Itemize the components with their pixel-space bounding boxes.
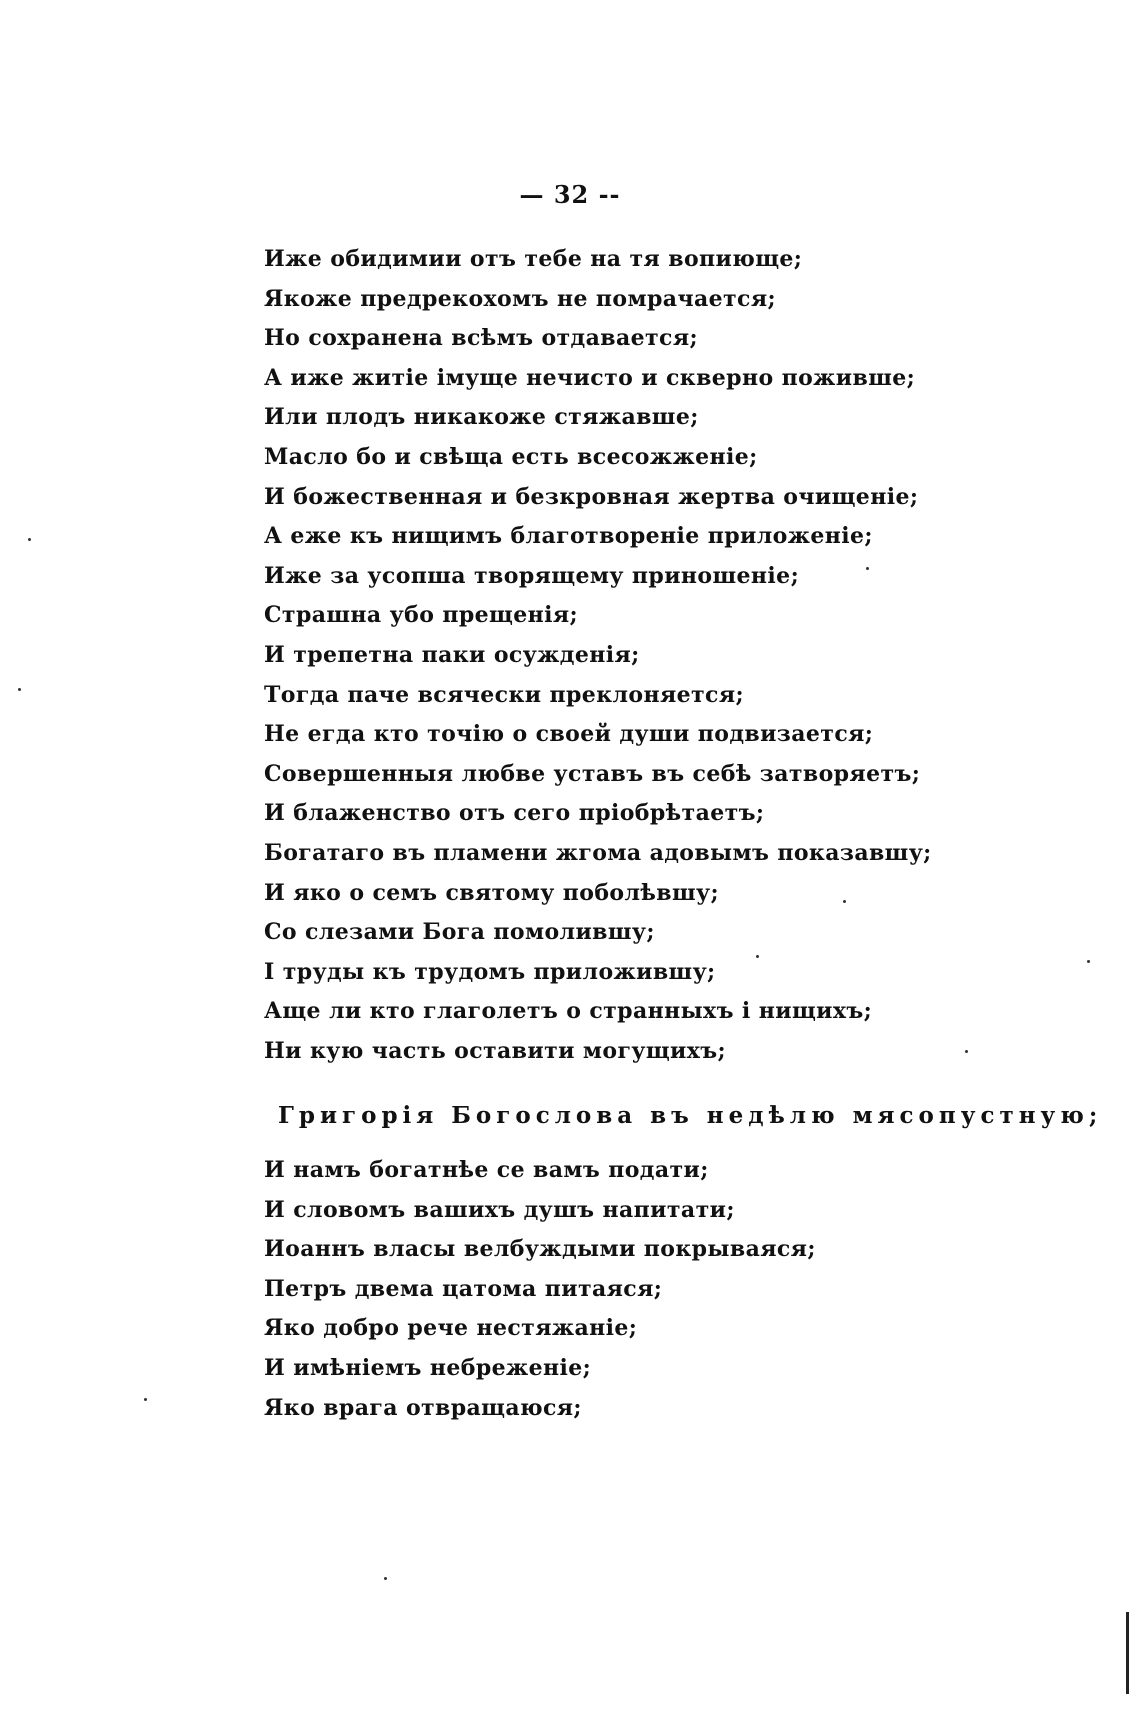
verse-line: Со слезами Бога помолившу;	[264, 919, 655, 946]
verse-line: И яко о семъ святому поболѣвшу;	[264, 879, 720, 906]
verse-line: Ни кую часть оставити могущихъ;	[264, 1037, 727, 1064]
verse-line: Иже за усопша творящему приношеніе;	[264, 562, 800, 589]
verse-line: И словомъ вашихъ душъ напитати;	[264, 1196, 735, 1223]
verse-line: Масло бо и свѣща есть всесожженіе;	[264, 443, 758, 470]
scan-edge-mark	[1126, 1612, 1129, 1694]
verse-line: А иже житіе імуще нечисто и скверно поживше;	[264, 364, 916, 391]
verse-line: И трепетна паки осужденія;	[264, 641, 640, 668]
verse-line: Яко врага отвращаюся;	[264, 1394, 582, 1421]
verse-line: Богатаго въ пламени жгома адовымъ показавшу;	[264, 839, 932, 866]
verse-line: Или плодъ никакоже стяжавше;	[264, 404, 699, 431]
verse-block-1	[264, 240, 1064, 1071]
verse-line: И божественная и безкровная жертва очищеніе;	[264, 483, 919, 510]
scan-speck	[866, 567, 869, 570]
page-number: — 32 --	[519, 180, 621, 209]
verse-line: Яко добро рече нестяжаніе;	[264, 1315, 638, 1342]
scan-speck	[18, 688, 21, 691]
verse-line: Страшна убо прещенія;	[264, 602, 579, 629]
verse-line: И намъ богатнѣе се вамъ подати;	[264, 1157, 709, 1183]
verse-line: Иоаннъ власы велбуждыми покрываяся;	[264, 1236, 816, 1263]
verse-line: И имѣніемъ небреженіе;	[264, 1354, 592, 1381]
verse-line: И блаженство отъ сего пріобрѣтаетъ;	[264, 800, 765, 827]
verse-line: Иже обидимии отъ тебе на тя вопиюще;	[264, 246, 803, 272]
scan-speck	[965, 1050, 968, 1053]
section-heading: Григорія Богослова въ недѣлю мясопустную;	[278, 1102, 1103, 1129]
scan-speck	[843, 900, 846, 903]
verse-line: Тогда паче всячески преклоняется;	[264, 681, 745, 708]
scan-speck	[144, 1398, 147, 1401]
scan-speck	[28, 538, 31, 541]
verse-line: І труды къ трудомъ приложившу;	[264, 958, 716, 985]
scan-speck	[1087, 960, 1090, 963]
verse-line: Петръ двема цатома питаяся;	[264, 1275, 663, 1302]
verse-line: Но сохранена всѣмъ отдавается;	[264, 325, 699, 352]
verse-line: Совершенныя любве уставъ въ себѣ затворяетъ;	[264, 760, 921, 787]
verse-line: А еже къ нищимъ благотвореніе приложеніе;	[264, 523, 873, 550]
verse-line: Якоже предрекохомъ не помрачается;	[264, 285, 776, 312]
verse-block-2	[264, 1151, 1064, 1428]
verse-line: Аще ли кто глаголетъ о странныхъ і нищихъ;	[264, 998, 873, 1025]
verse-line: Не егда кто точію о своей души подвизается;	[264, 721, 874, 748]
scan-speck	[756, 955, 759, 958]
scan-speck	[384, 1577, 387, 1580]
